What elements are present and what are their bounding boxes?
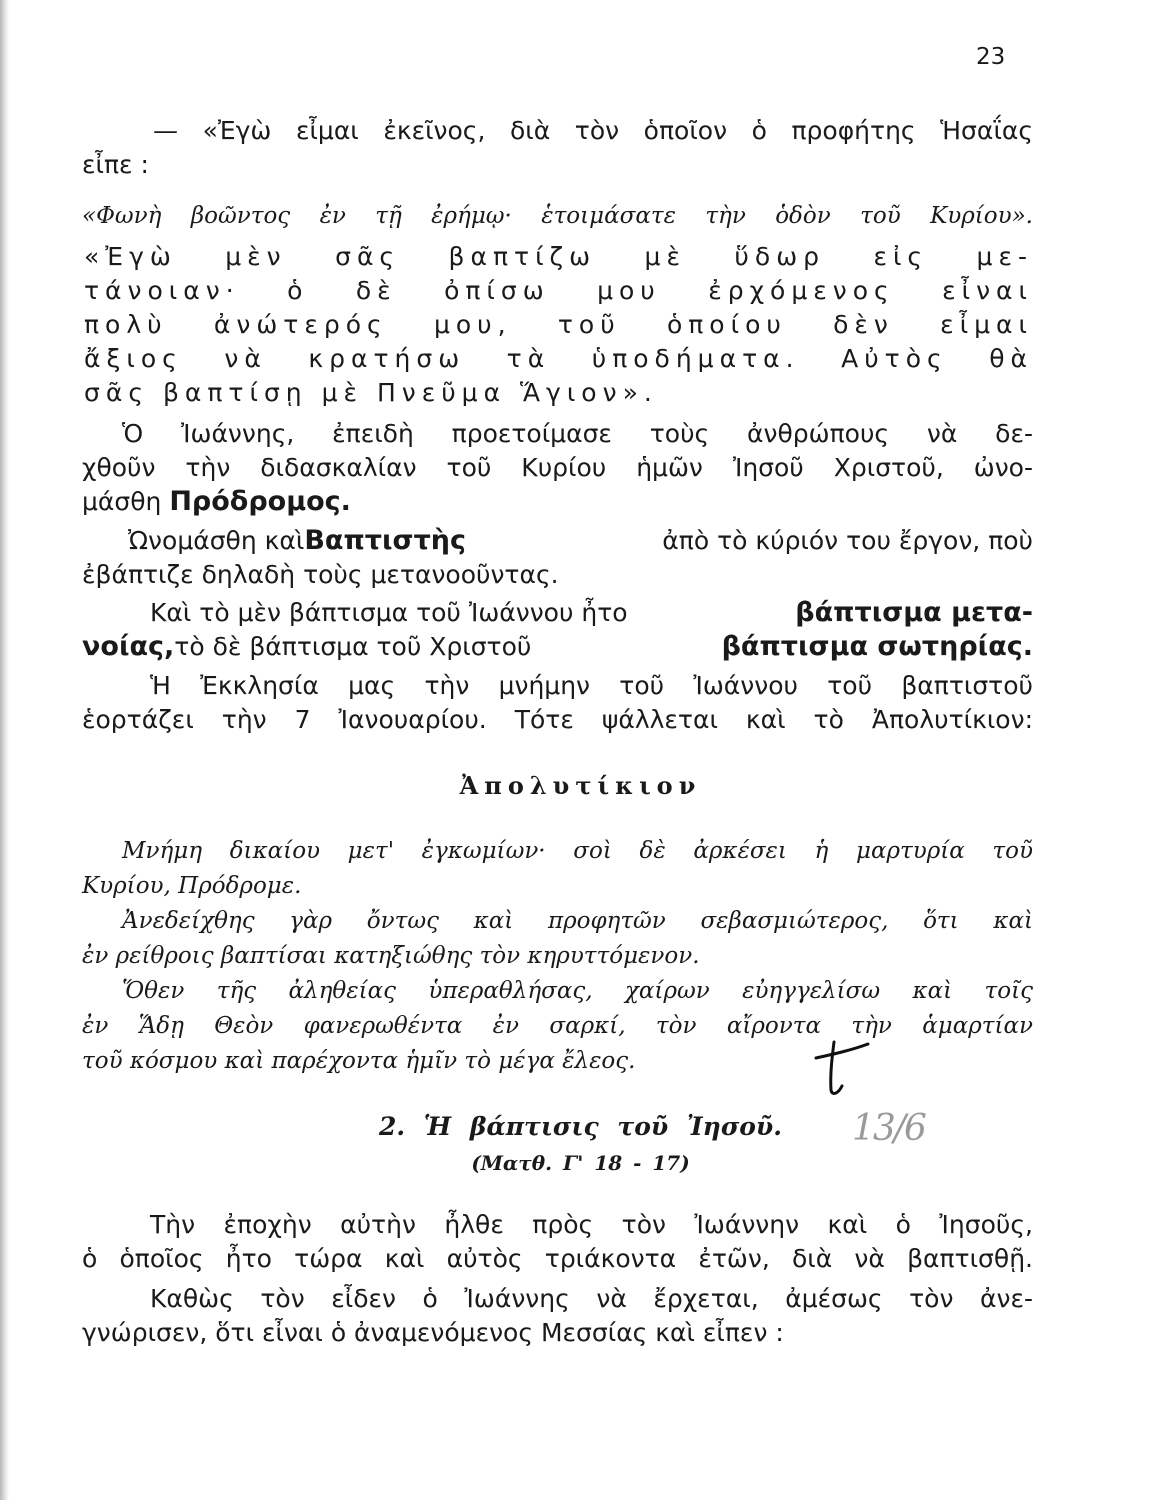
text-line: ὁ ὁποῖος ἦτο τώρα καὶ αὐτὸς τριάκοντα ἐτῶν, διὰ νὰ βαπτισθῇ. — [82, 1244, 1033, 1273]
hymn-line: ἐν ρείθροις βαπτίσαι κατηξιώθης τὸν κηρυττόμενον. — [82, 943, 700, 969]
text-line: ἐβάπτιζε δηλαδὴ τοὺς μετανοοῦντας. — [82, 560, 559, 589]
hymn-line: Ὅθεν τῆς ἀληθείας ὑπεραθλήσας, χαίρων εὐηγγελίσω καὶ τοῖς — [122, 978, 1033, 1004]
text-line: ἑορτάζει τὴν 7 Ἰανουαρίου. Τότε ψάλλεται καὶ τὸ Ἀπολυτίκιον: — [82, 705, 1033, 734]
page-number: 23 — [976, 44, 1006, 70]
handwritten-cross-mark — [812, 1036, 872, 1098]
section-reference: (Ματθ. Γ' 18 - 17) — [471, 1151, 690, 1175]
text-run: Καὶ τὸ μὲν βάπτισμα τοῦ Ἰωάννου ἦτο — [150, 598, 628, 627]
hymn-line: τοῦ κόσμου καὶ παρέχοντα ἡμῖν τὸ μέγα ἔλεος. — [82, 1048, 636, 1074]
text-line: Ἡ Ἐκκλησία μας τὴν μνήμην τοῦ Ἰωάννου τοῦ βαπτιστοῦ — [150, 671, 1033, 700]
quote-line: ἄξιος νὰ κρατήσω τὰ ὑποδήματα. Αὐτὸς θὰ — [84, 344, 1033, 373]
bold-term: Πρόδρομος. — [169, 486, 351, 517]
text-line: εἶπε : — [82, 150, 149, 179]
text-run: ἀπὸ τὸ κύριόν του ἔργον, ποὺ — [662, 526, 1033, 555]
hymn-line: Ἀνεδείχθης γὰρ ὄντως καὶ προφητῶν σεβασμιώτερος, ὅτι καὶ — [122, 908, 1033, 934]
hymn-line: Κυρίου, Πρόδρομε. — [82, 873, 302, 899]
text-line — [128, 524, 1033, 558]
text-line: Καθὼς τὸν εἶδεν ὁ Ἰωάννης νὰ ἔρχεται, ἀμέσως τὸν ἀνε- — [150, 1284, 1033, 1313]
bold-term: Βαπτιστὴς — [304, 525, 467, 556]
text-line: γνώρισεν, ὅτι εἶναι ὁ ἀναμενόμενος Μεσσίας καὶ εἶπεν : — [82, 1318, 784, 1347]
bold-term: νοίας, — [82, 631, 175, 662]
page-gutter-shadow — [0, 0, 9, 1500]
text-line: — «Ἐγὼ εἶμαι ἐκεῖνος, διὰ τὸν ὁποῖον ὁ προφήτης Ἡσαΐας — [153, 116, 1033, 145]
text-run: Ὠνομάσθη καὶ — [128, 526, 305, 555]
section-title: 2. Ἡ βάπτισις τοῦ Ἰησοῦ. — [379, 1112, 782, 1141]
quote-line: πολὺ ἀνώτερός μου, τοῦ ὁποίου δὲν εἶμαι — [84, 310, 1033, 339]
margin-note: 13/6 — [852, 1108, 925, 1149]
bold-term: βάπτισμα μετα- — [795, 597, 1033, 628]
hymn-line: Μνήμη δικαίου μετ' ἐγκωμίων· σοὶ δὲ ἀρκέσει ἡ μαρτυρία τοῦ — [122, 838, 1033, 864]
text-line: χθοῦν τὴν διδασκαλίαν τοῦ Κυρίου ἡμῶν Ἰησοῦ Χριστοῦ, ὠνο- — [82, 453, 1033, 482]
text-run: τὸ δὲ βάπτισμα τοῦ Χριστοῦ — [174, 632, 532, 661]
quote-line: «Φωνὴ βοῶντος ἐν τῇ ἐρήμῳ· ἑτοιμάσατε τὴν ὁδὸν τοῦ Κυρίου». — [82, 203, 1033, 229]
apolytikion-heading: Ἀπολυτίκιον — [459, 771, 702, 800]
text-line — [82, 630, 1033, 664]
text-line: Ὁ Ἰωάννης, ἐπειδὴ προετοίμασε τοὺς ἀνθρώπους νὰ δε- — [122, 419, 1033, 448]
quote-line: «Ἐγὼ μὲν σᾶς βαπτίζω μὲ ὕδωρ εἰς με- — [84, 242, 1033, 271]
hymn-line: ἐν Ἅδῃ Θεὸν φανερωθέντα ἐν σαρκί, τὸν αἴροντα τὴν ἁμαρτίαν — [82, 1013, 1033, 1039]
text-line — [82, 485, 351, 519]
text-run: μάσθη — [82, 487, 170, 516]
quote-line: τάνοιαν· ὁ δὲ ὀπίσω μου ἐρχόμενος εἶναι — [84, 276, 1033, 305]
text-line — [150, 596, 1033, 630]
quote-line: σᾶς βαπτίσῃ μὲ Πνεῦμα Ἅγιον». — [84, 378, 658, 407]
bold-term: βάπτισμα σωτηρίας. — [721, 631, 1033, 662]
text-line: Τὴν ἐποχὴν αὐτὴν ἦλθε πρὸς τὸν Ἰωάννην καὶ ὁ Ἰησοῦς, — [150, 1210, 1033, 1239]
